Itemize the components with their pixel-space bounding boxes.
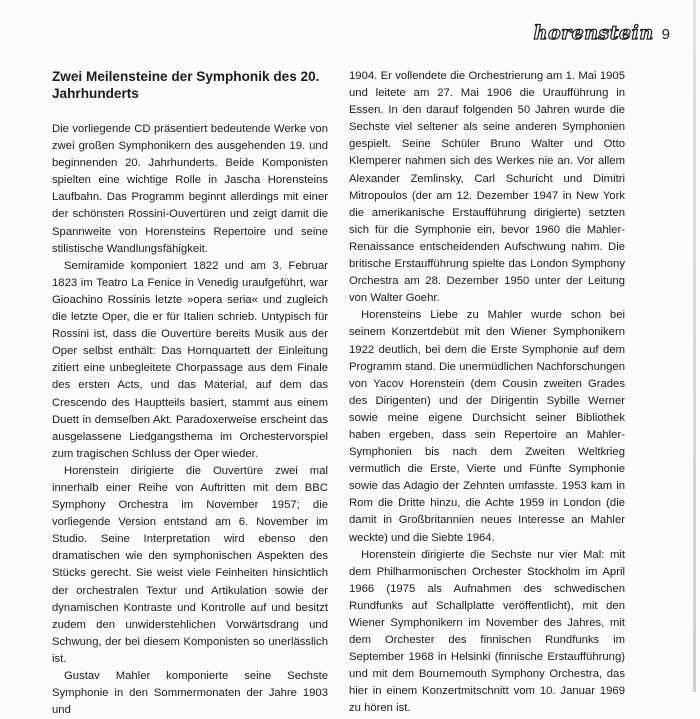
page-header <box>534 22 670 44</box>
paragraph: Horensteins Liebe zu Mahler wurde schon bei seinem Konzertdebüt mit den Wiener Symphonikern 1922 deutlich, bei dem die Erste Symphonie auf dem Programm stand. Die unermüdlichen Nachforschungen von Yacov Horenstein (dem Cousin zweiten Grades des Dirigenten) und der Dirigentin Sybille Werner sowie meine eigene Durchsicht seiner Bibliothek haben ergeben, dass sein Repertoire an Mahler-Symphonien bis nach dem Zweiten Weltkrieg vermutlich die Erste, Vierte und Fünfte Symphonie sowie das Adagio der Zehnten umfasste. 1953 kam in Rom die Dritte hinzu, die Achte 1959 in London (die damit in Großbritannien neues Interesse an Mahler weckte) und die Siebte 1964. <box>349 309 625 544</box>
paragraph: Horenstein dirigierte die Ouvertüre zwei mal innerhalb einer Reihe von Auftritten mit dem BBC Symphony Orchestra im November 1957; die vorliegende Version entstand am 6. November im Studio. Seine Interpretation wird ebenso den dramatischen wie den symphonischen Aspekten des Stücks gerecht. Sie weist viele Feinheiten hinsichtlich der orchestralen Textur und Artikulation sowie der dynamischen Kontraste und Kontrolle auf und besitzt zudem den unwiderstehlichen Vorwärtsdrang und Schwung, der bei diesem Komponisten so unerlässlich ist. <box>52 464 328 665</box>
right-column <box>349 68 625 718</box>
page-edge-shadow <box>693 0 696 692</box>
paragraph: Die vorliegende CD präsentiert bedeutende Werke von zwei großen Symphonikern des ausgehenden 19. und beginnenden 20. Jahrhunderts. Beide Komponisten spielten eine wichtige Rolle in Jascha Horensteins Laufbahn. Das Programm beginnt allerdings mit einer der schönsten Rossini-Ouvertüren und zeigt damit die Spannweite von Horensteins Repertoire und seine stilistische Wandlungsfähigkeit. <box>52 123 328 255</box>
paragraph: Gustav Mahler komponierte seine Sechste Symphonie in den Sommermonaten der Jahre 1903 und <box>52 670 328 717</box>
article-title: Zwei Meilensteine der Symphonik des 20. Jahrhunderts <box>52 69 320 101</box>
page-number: 9 <box>661 26 670 43</box>
left-column <box>52 68 328 719</box>
brand-logo: horenstein <box>533 22 654 44</box>
paragraph: Semiramide komponiert 1822 und am 3. Februar 1823 im Teatro La Fenice in Venedig uraufgeführt, war Gioachino Rossinis letzte »opera seria« und zugleich die letzte Oper, die er für Italien schrieb. Untypisch für Rossini ist, dass die Ouvertüre bereits Musik aus der Oper selbst enthält: Das Hornquartett der Einleitung zitiert eine unbegleitete Chorpassage aus dem Finale des ersten Acts, und das Material, auf dem das Crescendo des Hauptteils basiert, stammt aus einem Duett in demselben Akt. Paradoxerweise erscheint das ausgelassene Liedgangsthema im Orchestervorspiel zum tragischen Schluss der Oper wieder. <box>52 259 328 460</box>
paragraph: Horenstein dirigierte die Sechste nur vier Mal: mit dem Philharmonischen Orchester Stockholm im April 1966 (1975 als Aufnahmen des schwedischen Rundfunks auf Schallplatte veröffentlicht), mit den Wiener Symphonikern im November des Jahres, mit dem Orchester des finnischen Rundfunks im September 1968 in Helsinki (finnische Erstaufführung) und mit dem Bournemouth Symphony Orchestra, das hier in einem Konzertmitschnitt vom 10. Januar 1969 zu hören ist. <box>349 548 625 715</box>
paragraph: 1904. Er vollendete die Orchestrierung am 1. Mai 1905 und leitete am 27. Mai 1906 die Uraufführung in Essen. In den darauf folgenden 50 Jahren wurde die Sechste viel seltener als seine anderen Symphonien gespielt. Seine Schüler Bruno Walter und Otto Klemperer nahmen sich des Werkes nie an. Vor allem Alexander Zemlinsky, Carl Schuricht und Dimitri Mitropoulos (der am 12. Dezember 1947 in New York die amerikanische Erstaufführung dirigierte) setzten sich für die Symphonie ein, bevor 1960 die Mahler-Renaissance entscheidenden Aufschwung nahm. Die britische Erstaufführung spielte das London Symphony Orchestra am 28. Dezember 1950 unter der Leitung von Walter Goehr. <box>349 70 625 305</box>
